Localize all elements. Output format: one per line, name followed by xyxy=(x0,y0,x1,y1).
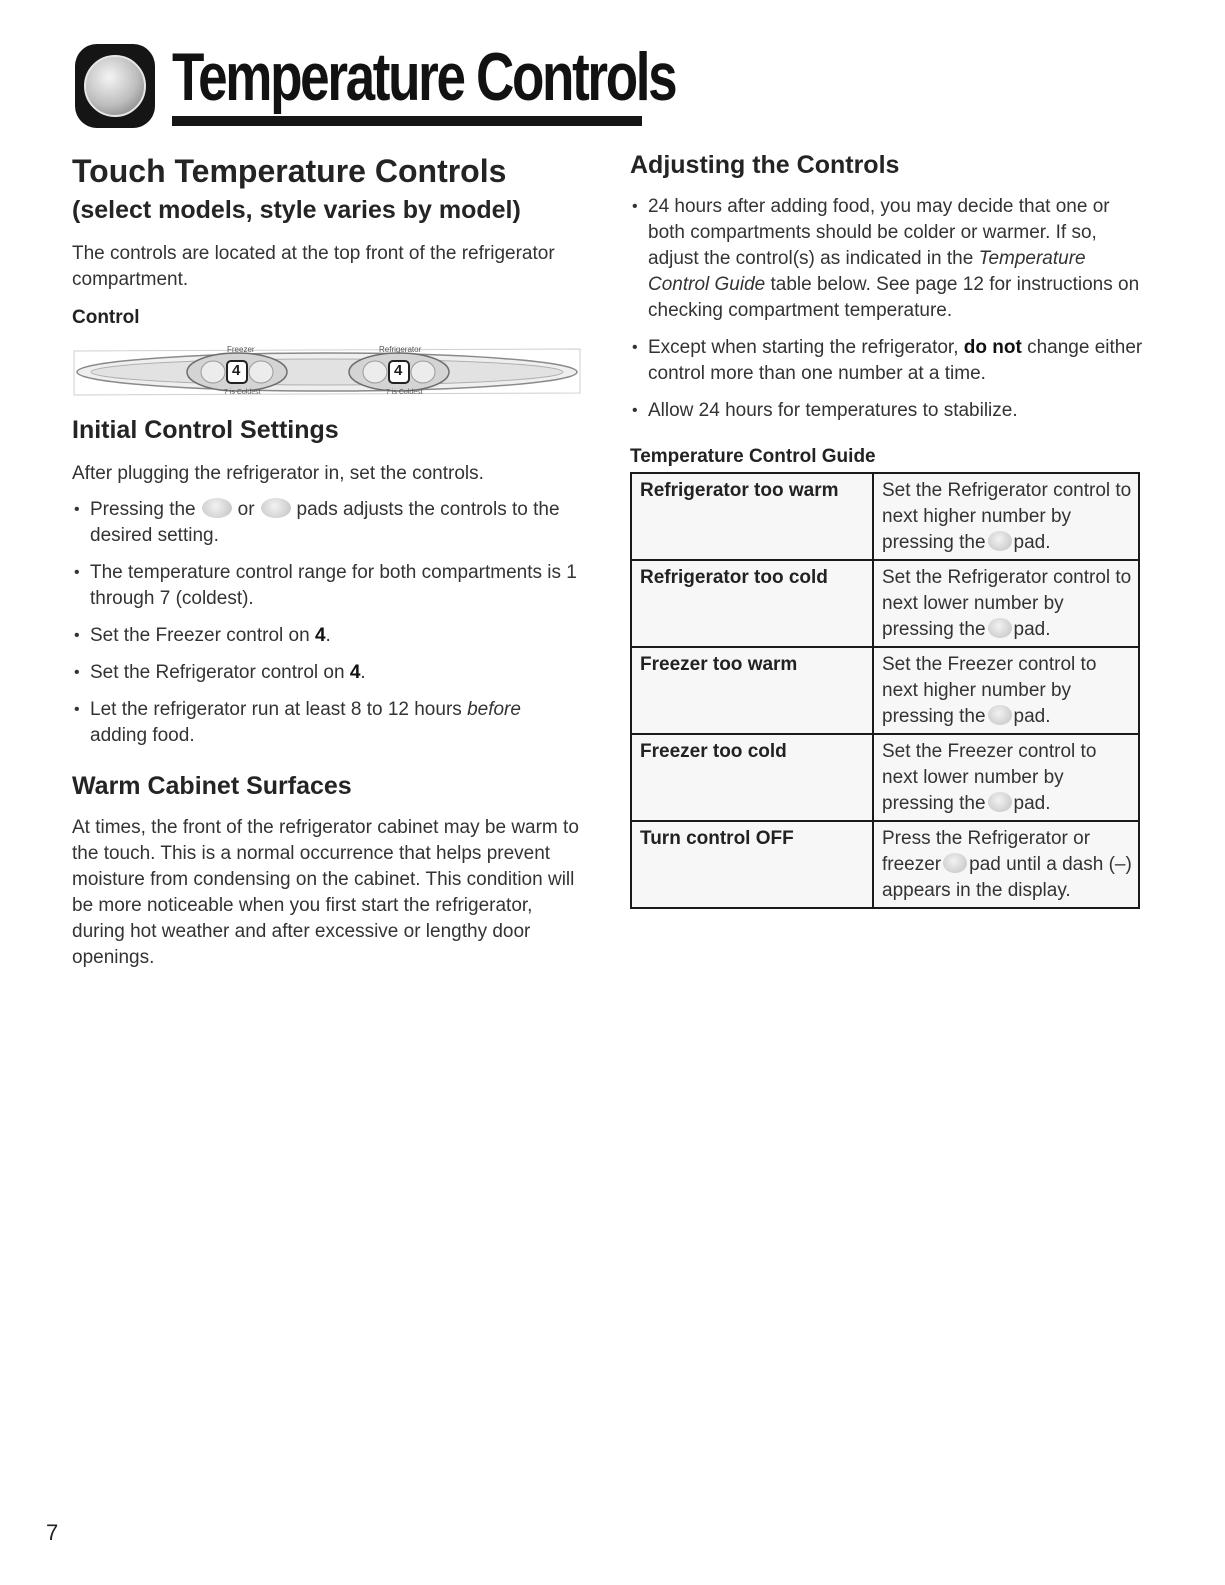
warm-surfaces-text: At times, the front of the refrigerator cabinet may be warm to the touch. This is a normal occurrence that helps prevent moisture from condensing on the cabinet. This condition will be more noticeable when you first start the refrigerator, during hot weather and after excessive or lengthy door openings. xyxy=(72,817,579,968)
up-pad-icon xyxy=(261,498,291,518)
freezer-panel-label: Freezer xyxy=(227,345,255,354)
action-cell: Set the Freezer control to next higher number by pressing the pad. xyxy=(873,647,1139,734)
list-item: • Pressing the or pads adjusts the controls to the desired setting. xyxy=(72,497,582,549)
down-pad-icon xyxy=(988,792,1012,812)
touch-controls-heading: Touch Temperature Controls xyxy=(72,153,507,189)
list-item: • The temperature control range for both compartments is 1 through 7 (coldest). xyxy=(72,560,582,612)
list-item: • Set the Freezer control on 4. xyxy=(72,623,582,649)
down-pad-icon xyxy=(202,498,232,518)
condition-cell: Turn control OFF xyxy=(631,821,873,908)
up-pad-icon xyxy=(988,705,1012,725)
table-row xyxy=(631,734,1139,821)
action-cell: Set the Refrigerator control to next lower number by pressing the pad. xyxy=(873,560,1139,647)
adjusting-heading: Adjusting the Controls xyxy=(630,151,900,179)
initial-settings-list xyxy=(72,497,582,749)
refrigerator-display: 4 xyxy=(394,362,403,379)
list-item: • Let the refrigerator run at least 8 to 12 hours before adding food. xyxy=(72,697,582,749)
list-item: • Except when starting the refrigerator, do not change either control more than one number at a time. xyxy=(630,335,1150,387)
table-row xyxy=(631,647,1139,734)
list-item: • Allow 24 hours for temperatures to stabilize. xyxy=(630,398,1150,424)
initial-settings-heading: Initial Control Settings xyxy=(72,416,339,444)
warm-surfaces-heading: Warm Cabinet Surfaces xyxy=(72,772,352,800)
action-cell: Press the Refrigerator or freezer pad until a dash (–) appears in the display. xyxy=(873,821,1139,908)
condition-cell: Refrigerator too warm xyxy=(631,473,873,560)
control-panel-illustration xyxy=(72,341,582,401)
up-pad-icon xyxy=(988,531,1012,551)
condition-cell: Freezer too cold xyxy=(631,734,873,821)
control-label: Control xyxy=(72,307,140,328)
page-title: Temperature Controls xyxy=(172,39,676,115)
right-column xyxy=(630,150,1150,909)
table-row xyxy=(631,473,1139,560)
list-item: • 24 hours after adding food, you may decide that one or both compartments should be colder or warmer. If so, adjust the control(s) as indicated in the Temperature Control Guide table below. See page 12 for instructions on checking compartment temperature. xyxy=(630,194,1150,324)
condition-cell: Refrigerator too cold xyxy=(631,560,873,647)
action-cell: Set the Freezer control to next lower number by pressing the pad. xyxy=(873,734,1139,821)
freezer-coldest-note: 7 is Coldest xyxy=(224,389,261,396)
temperature-guide-table xyxy=(630,472,1140,909)
refrigerator-coldest-note: 7 is Coldest xyxy=(386,389,423,396)
refrigerator-panel-label: Refrigerator xyxy=(379,345,422,354)
action-cell: Set the Refrigerator control to next higher number by pressing the pad. xyxy=(873,473,1139,560)
table-row xyxy=(631,821,1139,908)
initial-settings-intro: After plugging the refrigerator in, set the controls. xyxy=(72,463,484,484)
condition-cell: Freezer too warm xyxy=(631,647,873,734)
list-item: • Set the Refrigerator control on 4. xyxy=(72,660,582,686)
title-underline xyxy=(172,116,642,126)
table-row xyxy=(631,560,1139,647)
down-pad-icon xyxy=(943,853,967,873)
left-column xyxy=(72,150,582,971)
controls-location-text: The controls are located at the top front of the refrigerator compartment. xyxy=(72,243,555,290)
page-number: 7 xyxy=(46,1520,59,1545)
down-pad-icon xyxy=(988,618,1012,638)
freezer-display: 4 xyxy=(232,362,241,379)
guide-table-title: Temperature Control Guide xyxy=(630,446,876,467)
adjusting-list xyxy=(630,194,1150,424)
temperature-dial-icon xyxy=(75,44,155,128)
touch-controls-subheading: (select models, style varies by model) xyxy=(72,196,521,224)
